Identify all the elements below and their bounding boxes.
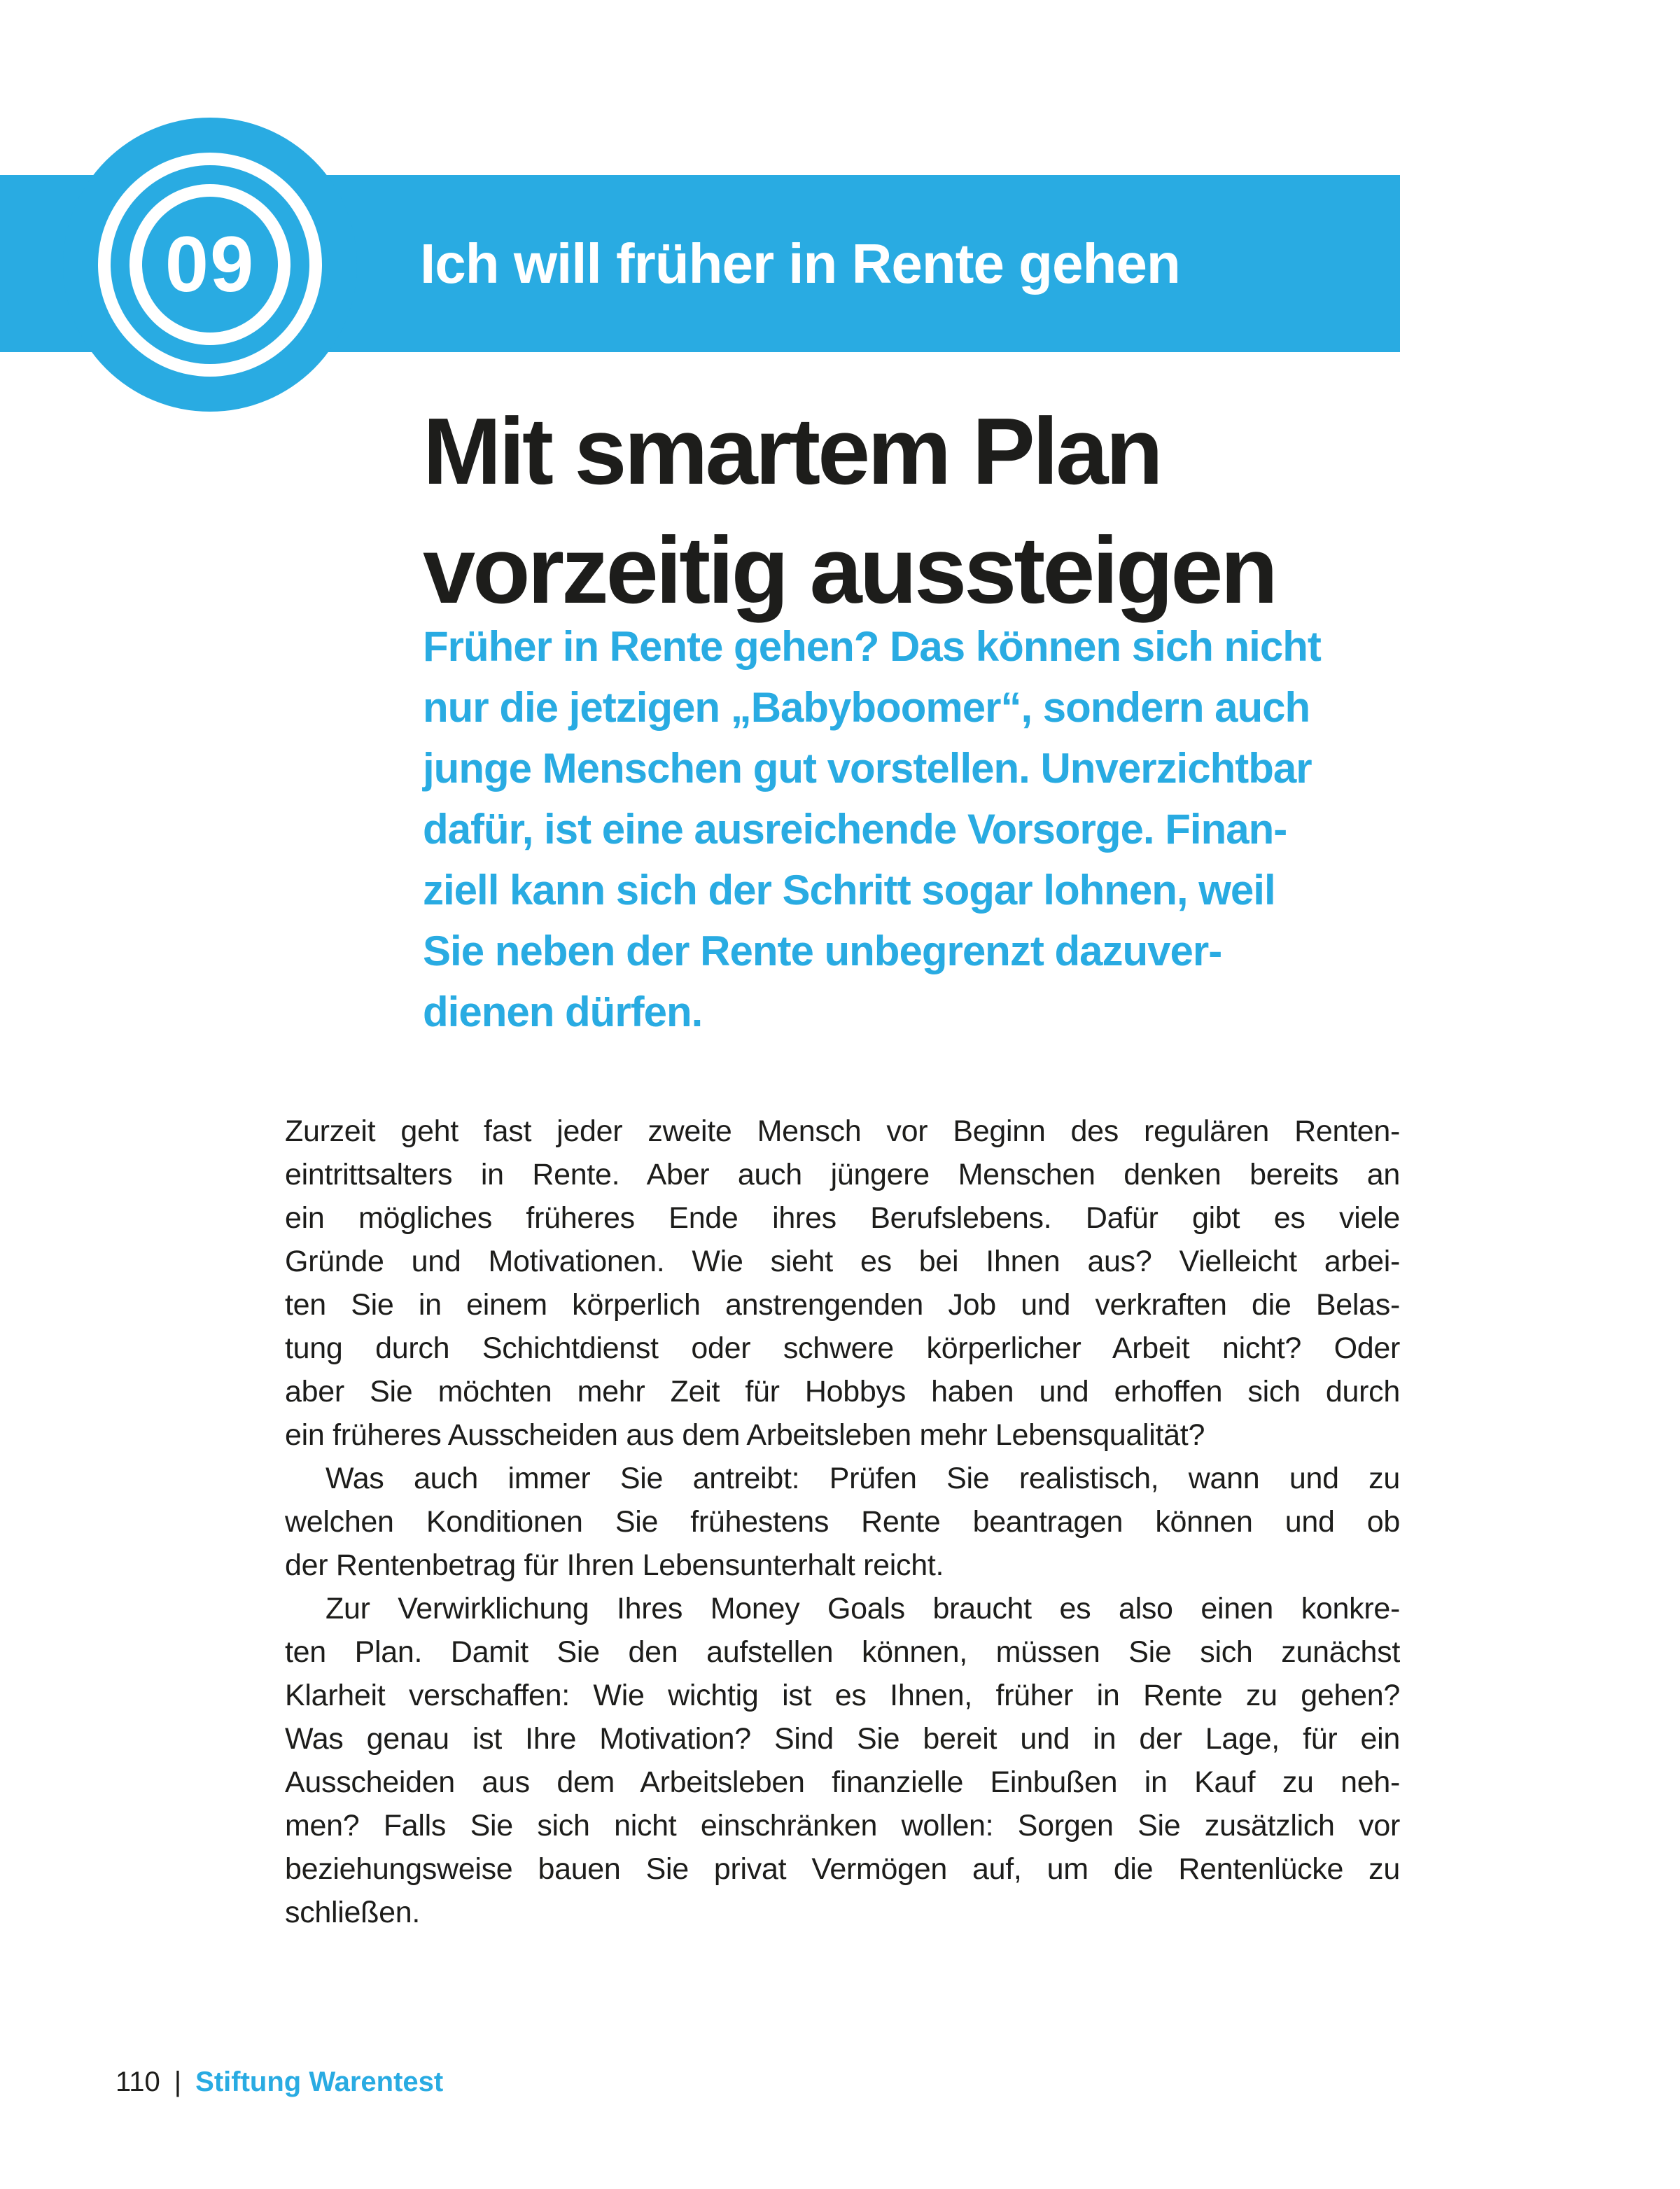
body-line: welchen Konditionen Sie frühestens Rente beantragen können und ob bbox=[285, 1505, 1400, 1539]
body-line: Was auch immer Sie antreibt: Prüfen Sie realistisch, wann und zu bbox=[326, 1462, 1400, 1495]
body-line: ten Plan. Damit Sie den aufstellen können, müssen Sie sich zunächst bbox=[285, 1635, 1400, 1669]
body-line: Ausscheiden aus dem Arbeitsleben finanzielle Einbußen in Kauf zu neh- bbox=[285, 1765, 1400, 1799]
body-line: Was genau ist Ihre Motivation? Sind Sie bereit und in der Lage, für ein bbox=[285, 1722, 1400, 1756]
body-line: der Rentenbetrag für Ihren Lebensunterhalt reicht. bbox=[285, 1548, 944, 1582]
body-line: ein mögliches früheres Ende ihres Berufslebens. Dafür gibt es viele bbox=[285, 1201, 1400, 1235]
page-number: 110 bbox=[115, 2066, 160, 2097]
body-line: ein früheres Ausscheiden aus dem Arbeitsleben mehr Lebensqualität? bbox=[285, 1418, 1205, 1452]
footer-separator: | bbox=[174, 2066, 182, 2097]
intro-line: nur die jetzigen „Babyboomer“, sondern auch bbox=[423, 684, 1310, 731]
chapter-number: 09 bbox=[164, 221, 255, 308]
intro-standfirst bbox=[423, 616, 1321, 1042]
publisher-name: Stiftung Warentest bbox=[195, 2066, 444, 2097]
page-title-line: vorzeitig aussteigen bbox=[423, 517, 1275, 623]
body-line: Gründe und Motivationen. Wie sieht es bei Ihnen aus? Vielleicht arbei- bbox=[285, 1245, 1400, 1278]
body-line: aber Sie möchten mehr Zeit für Hobbys haben und erhoffen sich durch bbox=[285, 1375, 1400, 1408]
body-line: Klarheit verschaffen: Wie wichtig ist es Ihnen, früher in Rente zu gehen? bbox=[285, 1679, 1400, 1712]
paragraph bbox=[285, 1587, 1400, 1934]
intro-line: junge Menschen gut vorstellen. Unverzichtbar bbox=[423, 745, 1312, 792]
body-line: schließen. bbox=[285, 1896, 420, 1929]
intro-line: dienen dürfen. bbox=[423, 988, 703, 1035]
intro-line: Sie neben der Rente unbegrenzt dazuver- bbox=[423, 928, 1222, 974]
body-line: eintrittsalters in Rente. Aber auch jüngere Menschen denken bereits an bbox=[285, 1158, 1400, 1191]
page-footer bbox=[115, 2066, 443, 2098]
body-line: beziehungsweise bauen Sie privat Vermögen auf, um die Rentenlücke zu bbox=[285, 1852, 1400, 1886]
body-line: men? Falls Sie sich nicht einschränken wollen: Sorgen Sie zusätzlich vor bbox=[285, 1809, 1400, 1842]
intro-line: ziell kann sich der Schritt sogar lohnen, weil bbox=[423, 867, 1275, 914]
chapter-label: Ich will früher in Rente gehen bbox=[420, 232, 1180, 295]
page-title bbox=[423, 392, 1275, 630]
body-copy bbox=[285, 1110, 1400, 1934]
body-line: tung durch Schichtdienst oder schwere körperlicher Arbeit nicht? Oder bbox=[285, 1331, 1400, 1365]
paragraph bbox=[285, 1110, 1400, 1457]
chapter-badge bbox=[142, 197, 278, 333]
page-title-line: Mit smartem Plan bbox=[423, 398, 1161, 504]
body-line: ten Sie in einem körperlich anstrengenden Job und verkraften die Belas- bbox=[285, 1288, 1400, 1322]
intro-line: dafür, ist eine ausreichende Vorsorge. Finan- bbox=[423, 806, 1287, 853]
paragraph bbox=[285, 1457, 1400, 1587]
body-line: Zur Verwirklichung Ihres Money Goals braucht es also einen konkre- bbox=[326, 1592, 1400, 1625]
body-line: Zurzeit geht fast jeder zweite Mensch vor Beginn des regulären Renten- bbox=[285, 1114, 1400, 1148]
intro-line: Früher in Rente gehen? Das können sich nicht bbox=[423, 623, 1321, 670]
